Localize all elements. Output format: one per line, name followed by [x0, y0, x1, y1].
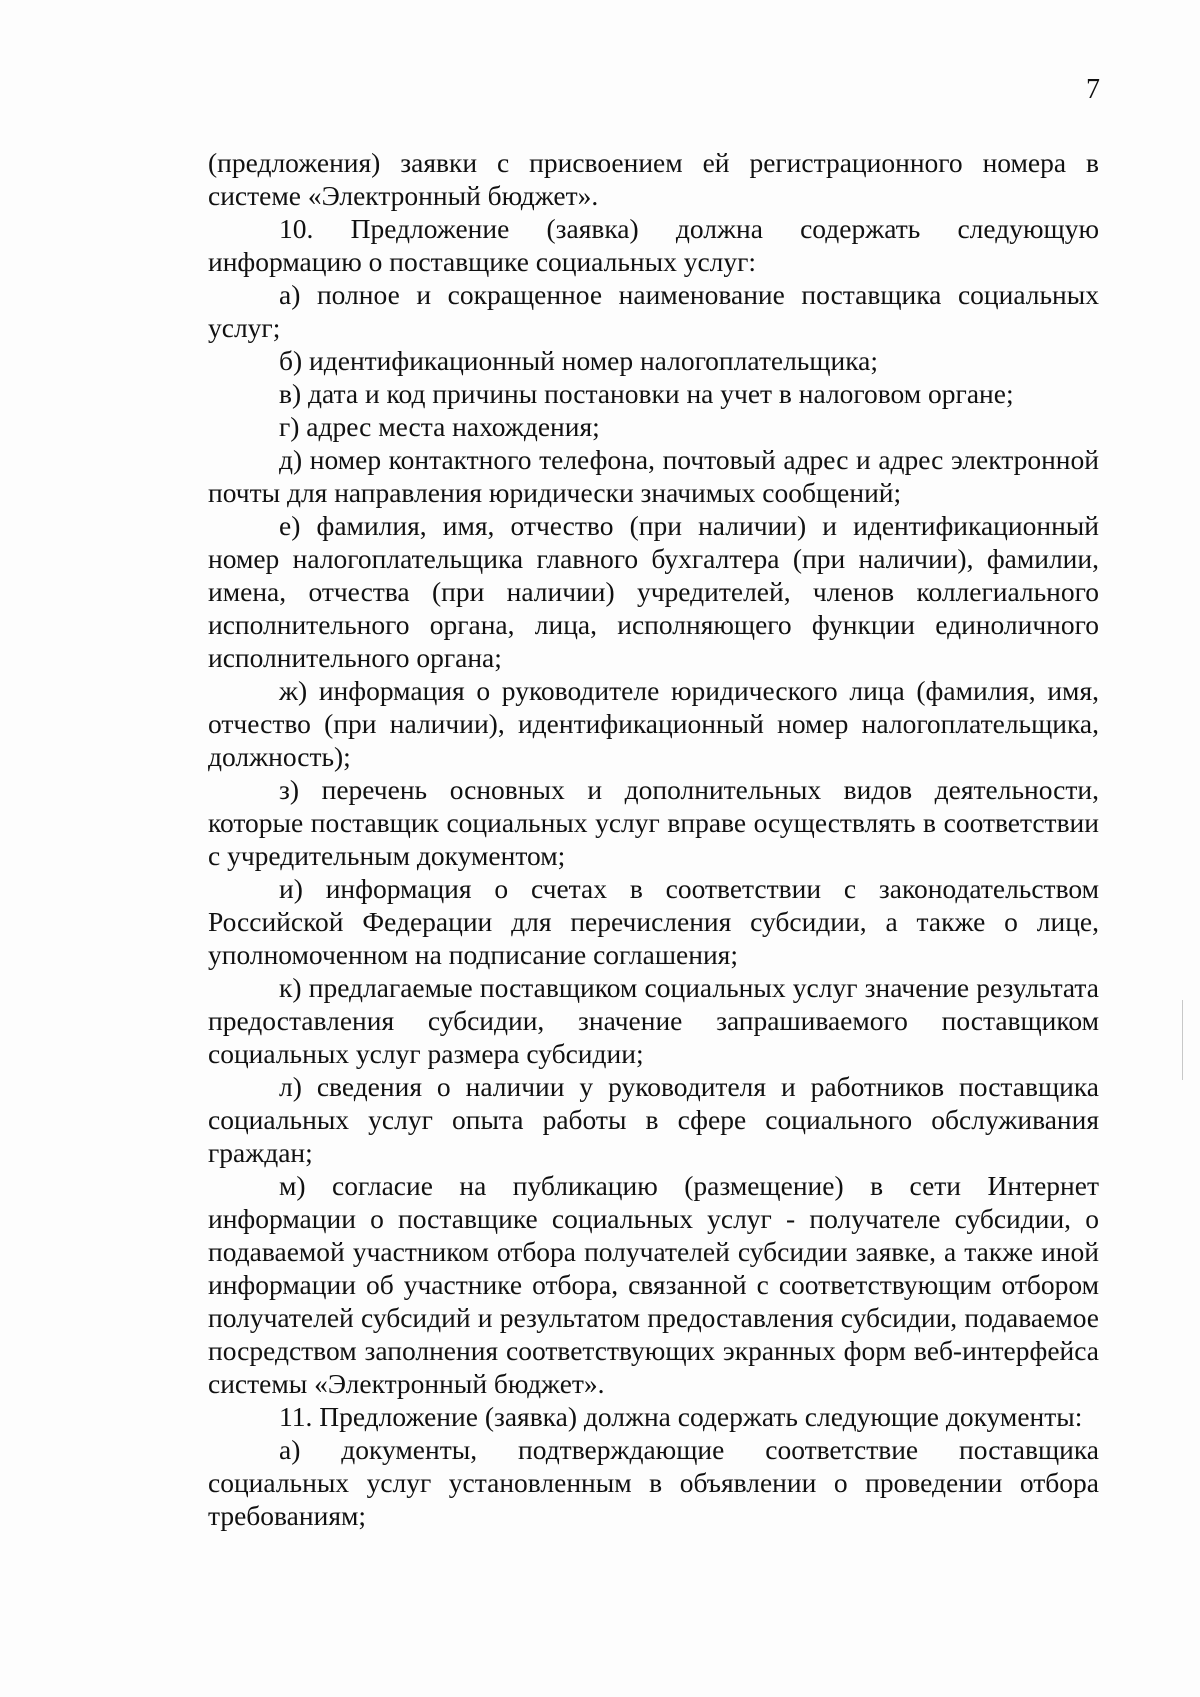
paragraph-item-l: л) сведения о наличии у руководителя и работников поставщика социальных услуг опыта работы в сфере социального обслуживания граждан;: [208, 1071, 1099, 1168]
paragraph-item-m: м) согласие на публикацию (размещение) в сети Интернет информации о поставщике социальных услуг - получателе субсидии, о подаваемой участником отбора получателей субсидии заявке, а также иной информации об участнике отбора, связанной с соответствующим отбором получателей субсидий и результатом предоставления субсидии, подаваемое посредством заполнения соответствующих экранных форм веб-интерфейса системы «Электронный бюджет».: [208, 1170, 1099, 1399]
paragraph-item-v: в) дата и код причины постановки на учет в налоговом органе;: [279, 378, 1014, 409]
paragraph-clause-11: 11. Предложение (заявка) должна содержать следующие документы:: [279, 1401, 1083, 1432]
paragraph-item-i: и) информация о счетах в соответствии с законодательством Российской Федерации для перечисления субсидии, а также о лице, уполномоченном на подписание соглашения;: [208, 873, 1099, 970]
paragraph-item-k: к) предлагаемые поставщиком социальных услуг значение результата предоставления субсидии, значение запрашиваемого поставщиком социальных услуг размера субсидии;: [208, 972, 1099, 1069]
document-body: [208, 146, 1099, 1532]
scan-artifact-line: [1182, 1000, 1183, 1080]
paragraph-item-b: б) идентификационный номер налогоплательщика;: [279, 345, 879, 376]
paragraph-item-z: з) перечень основных и дополнительных видов деятельности, которые поставщик социальных услуг вправе осуществлять в соответствии с учредительным документом;: [208, 774, 1099, 871]
paragraph-item-a-documents: а) документы, подтверждающие соответствие поставщика социальных услуг установленным в объявлении о проведении отбора требованиям;: [208, 1434, 1099, 1531]
paragraph-item-g: г) адрес места нахождения;: [279, 411, 600, 442]
paragraph-continuation: (предложения) заявки с присвоением ей регистрационного номера в системе «Электронный бюджет».: [208, 147, 1099, 211]
paragraph-clause-10: 10. Предложение (заявка) должна содержать следующую информацию о поставщике социальных услуг:: [208, 213, 1099, 277]
page-number: 7: [1086, 74, 1100, 105]
paragraph-item-e: е) фамилия, имя, отчество (при наличии) и идентификационный номер налогоплательщика главного бухгалтера (при наличии), фамилии, имена, отчества (при наличии) учредителей, членов коллегиального исполнительного органа, лица, исполняющего функции единоличного исполнительного органа;: [208, 510, 1099, 673]
paragraph-item-zh: ж) информация о руководителе юридического лица (фамилия, имя, отчество (при наличии), идентификационный номер налогоплательщика, должность);: [208, 675, 1099, 772]
paragraph-item-a: а) полное и сокращенное наименование поставщика социальных услуг;: [208, 279, 1099, 343]
paragraph-item-d: д) номер контактного телефона, почтовый адрес и адрес электронной почты для направления юридически значимых сообщений;: [208, 444, 1099, 508]
